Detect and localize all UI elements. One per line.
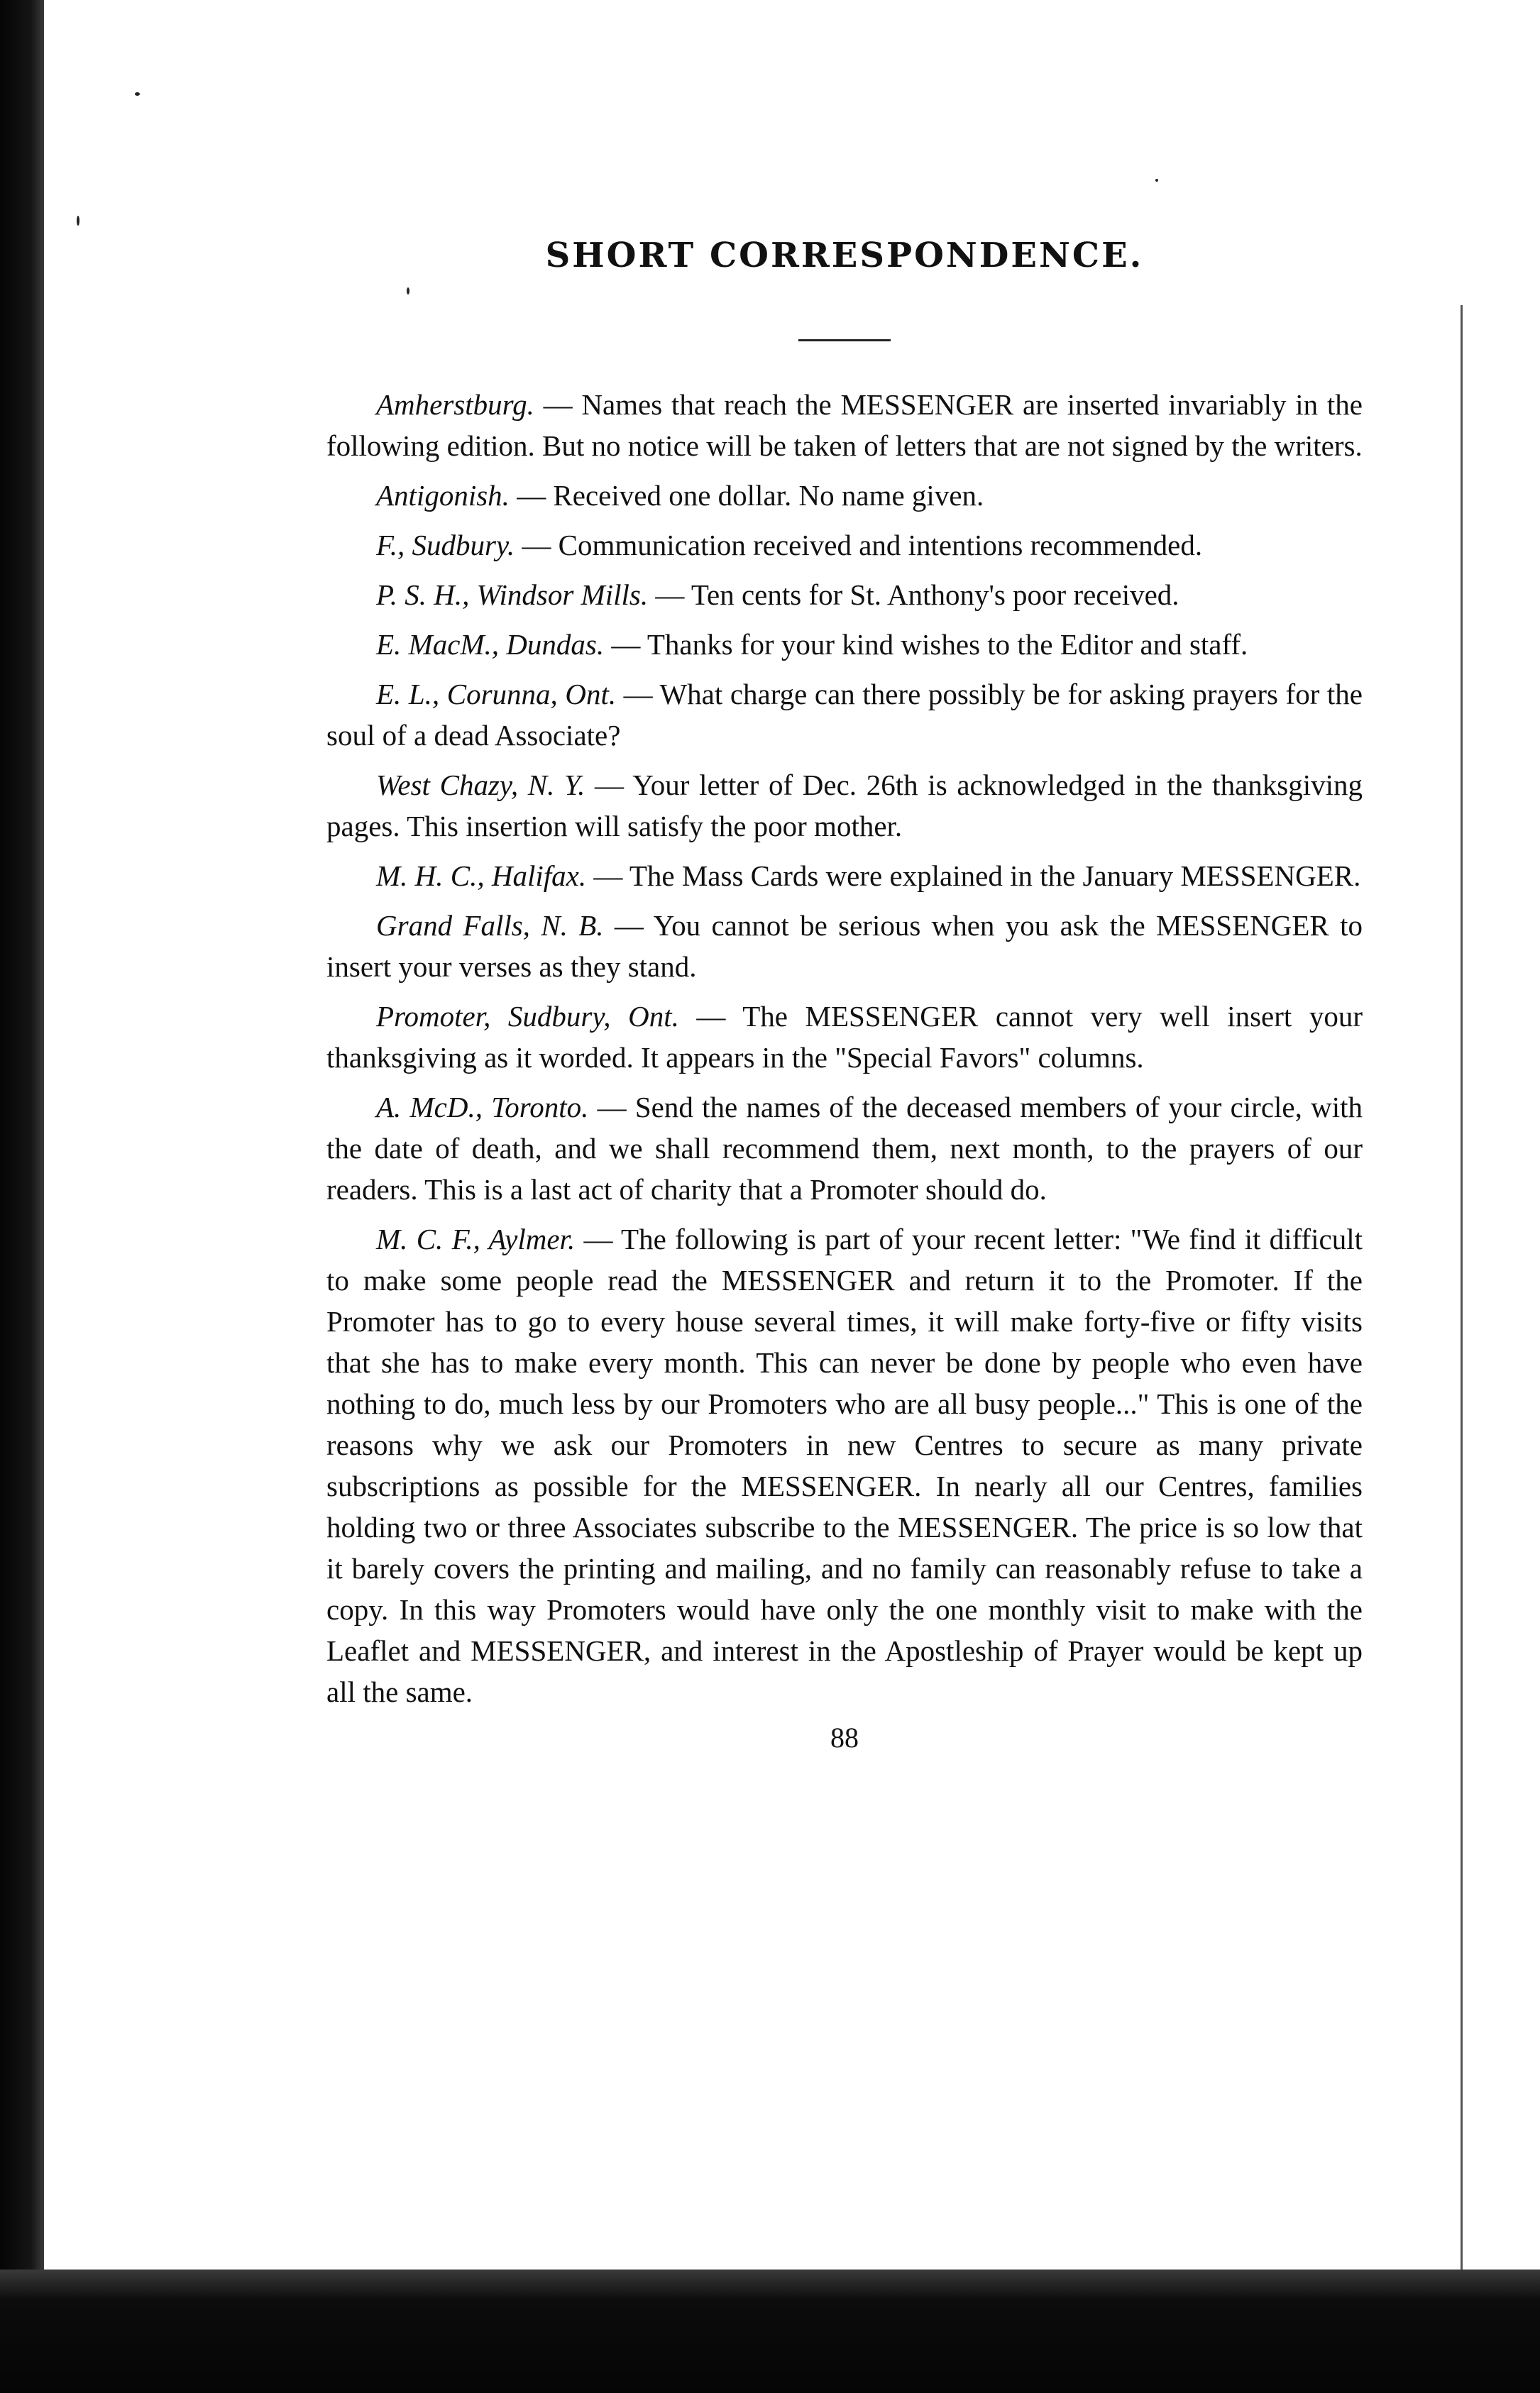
entry-text: — The MESSENGER cannot very well insert your thanksgiving as it worded. It appears in the "Special Favors" columns. [326,1000,1363,1074]
correspondence-list [326,384,1363,1712]
entry-text: — Thanks for your kind wishes to the Editor and staff. [604,628,1248,661]
entry-text: — Communication received and intentions recommended. [515,529,1203,561]
title-rule [798,339,891,341]
correspondent-name: E. MacM., Dundas. [376,628,605,661]
correspondent-name: M. C. F., Aylmer. [376,1223,576,1255]
correspondent-name: M. H. C., Halifax. [376,859,587,892]
page-right-edge-line [1461,305,1463,2278]
correspondent-name: Antigonish. [376,479,510,512]
print-speck [77,216,79,226]
correspondent-name: P. S. H., Windsor Mills. [376,578,649,611]
entry-text: — Received one dollar. No name given. [509,479,984,512]
correspondence-entry [326,764,1363,847]
correspondent-name: Grand Falls, N. B. [376,909,604,942]
correspondence-entry [326,905,1363,987]
correspondent-name: West Chazy, N. Y. [376,769,585,801]
correspondent-name: Amherstburg. [376,388,534,421]
book-binding-left-edge [0,0,44,2393]
correspondence-entry [326,1087,1363,1210]
correspondence-entry [326,384,1363,466]
correspondent-name: F., Sudbury. [376,529,515,561]
correspondence-entry [326,673,1363,756]
entry-text: — You cannot be serious when you ask the MESSENGER to insert your verses as they stand. [326,909,1363,983]
page-title: SHORT CORRESPONDENCE. [545,236,1144,275]
correspondent-name: A. McD., Toronto. [376,1091,589,1123]
entry-text: — The Mass Cards were explained in the January MESSENGER. [586,859,1361,892]
entry-text: — Names that reach the MESSENGER are inserted invariably in the following edition. But no notice will be taken of letters that are not signed by the writers. [326,388,1363,462]
correspondent-name: E. L., Corunna, Ont. [376,678,617,710]
correspondence-entry [326,574,1363,615]
book-binding-bottom-edge [0,2270,1540,2393]
correspondence-entry [326,475,1363,516]
entry-text: — Your letter of Dec. 26th is acknowledged in the thanksgiving pages. This insertion will satisfy the poor mother. [326,769,1363,842]
correspondence-entry [326,524,1363,566]
print-speck [135,92,140,96]
entry-text: — What charge can there possibly be for asking prayers for the soul of a dead Associate? [326,678,1363,752]
page-number: 88 [830,1722,859,1754]
correspondent-name: Promoter, Sudbury, Ont. [376,1000,679,1033]
correspondence-entry [326,1218,1363,1712]
entry-text: — Send the names of the deceased members of your circle, with the date of death, and we shall recommend them, next month, to the prayers of our readers. This is a last act of charity that a Promoter should do. [326,1091,1363,1206]
correspondence-entry [326,996,1363,1078]
correspondence-entry [326,624,1363,665]
entry-text: — The following is part of your recent letter: "We find it difficult to make some people read the MESSENGER and return it to the Promoter. If the Promoter has to go to every house several times, it will make forty-five or fifty visits that she has to make every month. This can never be done by people who even have nothing to do, much less by our Promoters who are all busy people..." This is one of the reasons why we ask our Promoters in new Centres to secure as many private subscriptions as possible for the MESSENGER. In nearly all our Centres, families holding two or three Associates subscribe to the MESSENGER. The price is so low that it barely covers the printing and mailing, and no family can reasonably refuse to take a copy. In this way Promoters would have only the one monthly visit to make with the Leaflet and MESSENGER, and interest in the Apostleship of Prayer would be kept up all the same. [326,1223,1363,1708]
entry-text: — Ten cents for St. Anthony's poor received. [648,578,1179,611]
document-page [326,234,1363,1754]
correspondence-entry [326,855,1363,896]
print-speck [1155,179,1158,182]
